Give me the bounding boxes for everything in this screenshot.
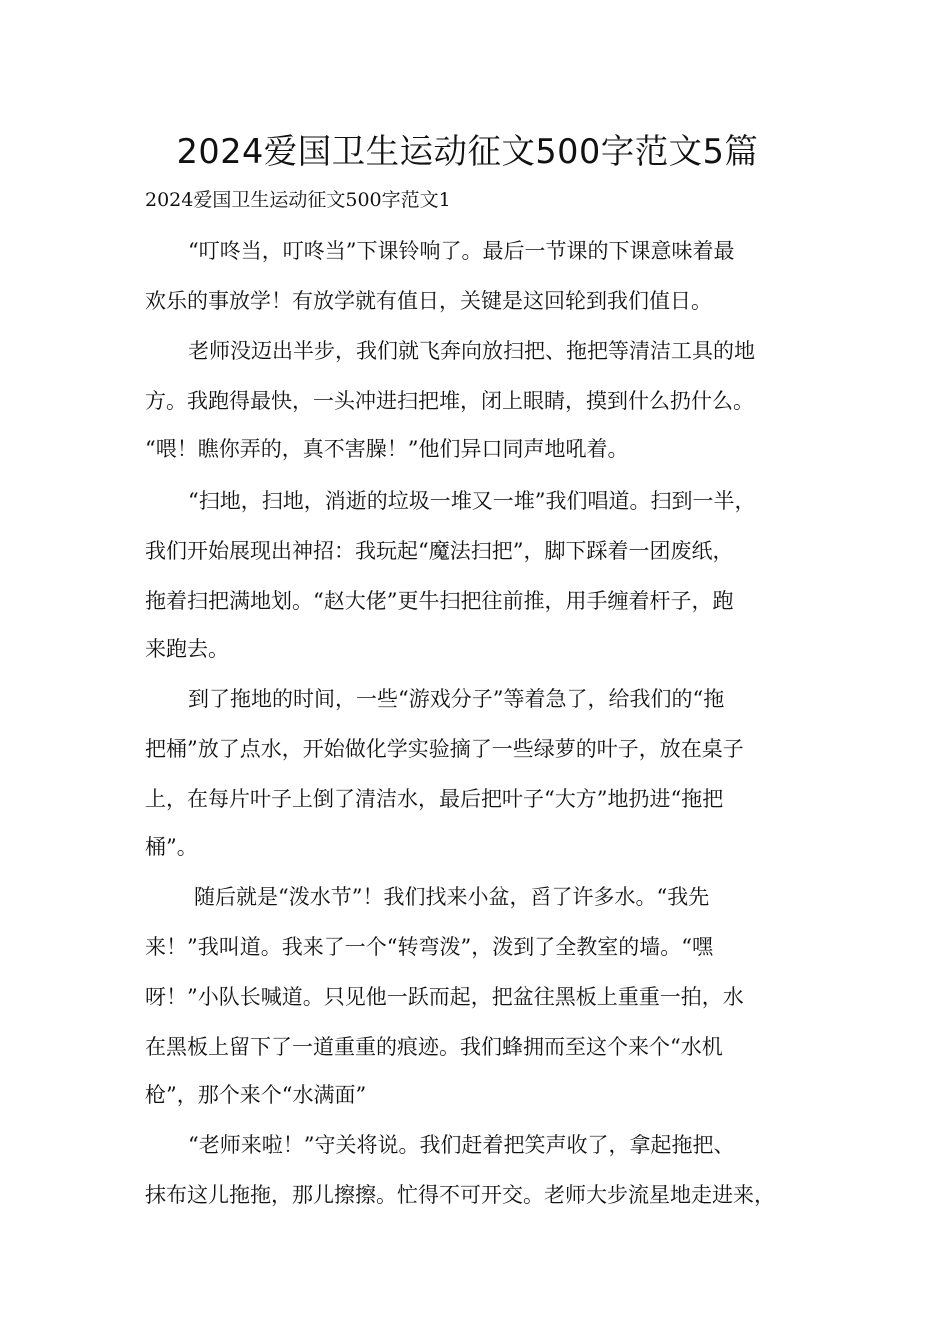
paragraph-line: 来！”我叫道。我来了一个“转弯泼”，泼到了全教室的墙。“嘿 (145, 935, 713, 959)
paragraph-line: 来跑去。 (145, 637, 229, 661)
paragraph-line: “喂！瞧你弄的，真不害臊！”他们异口同声地吼着。 (145, 437, 629, 461)
paragraph-line: 方。我跑得最快，一头冲进扫把堆，闭上眼睛，摸到什么扔什么。 (145, 389, 754, 413)
paragraph-line: 上，在每片叶子上倒了清洁水，最后把叶子“大方”地扔进“拖把 (145, 787, 724, 811)
paragraph-line: 把桶”放了点水，开始做化学实验摘了一些绿萝的叶子，放在桌子 (145, 737, 744, 761)
paragraph-line: 欢乐的事放学！有放学就有值日，关键是这回轮到我们值日。 (145, 289, 712, 313)
document-title: 2024爱国卫生运动征文500字范文5篇 (176, 132, 759, 172)
paragraph-line: “叮咚当，叮咚当”下课铃响了。最后一节课的下课意味着最 (188, 239, 735, 263)
section-heading: 2024爱国卫生运动征文500字范文1 (145, 189, 451, 211)
paragraph-line: 桶”。 (145, 835, 198, 859)
paragraph-line: 老师没迈出半步，我们就飞奔向放扫把、拖把等清洁工具的地 (188, 339, 755, 363)
paragraph-line: 我们开始展现出神招：我玩起“魔法扫把”，脚下踩着一团废纸， (145, 539, 734, 563)
paragraph-line: 抹布这儿拖拖，那儿擦擦。忙得不可开交。老师大步流星地走进来， (145, 1183, 775, 1207)
paragraph-line: 呀！”小队长喊道。只见他一跃而起，把盆往黑板上重重一拍，水 (145, 985, 744, 1009)
paragraph-line: 在黑板上留下了一道重重的痕迹。我们蜂拥而至这个来个“水机 (145, 1035, 723, 1059)
paragraph-line: “扫地，扫地，消逝的垃圾一堆又一堆”我们唱道。扫到一半， (188, 489, 756, 513)
paragraph-line: 到了拖地的时间，一些“游戏分子”等着急了，给我们的“拖 (188, 687, 725, 711)
paragraph-line: “老师来啦！”守关将说。我们赶着把笑声收了，拿起拖把、 (188, 1133, 735, 1157)
paragraph-line: 枪”，那个来个“水满面” (145, 1083, 367, 1107)
paragraph-line: 拖着扫把满地划。“赵大佬”更牛扫把往前推，用手缠着杆子，跑 (145, 589, 734, 613)
paragraph-line: 随后就是“泼水节”！我们找来小盆，舀了许多水。“我先 (194, 885, 710, 909)
